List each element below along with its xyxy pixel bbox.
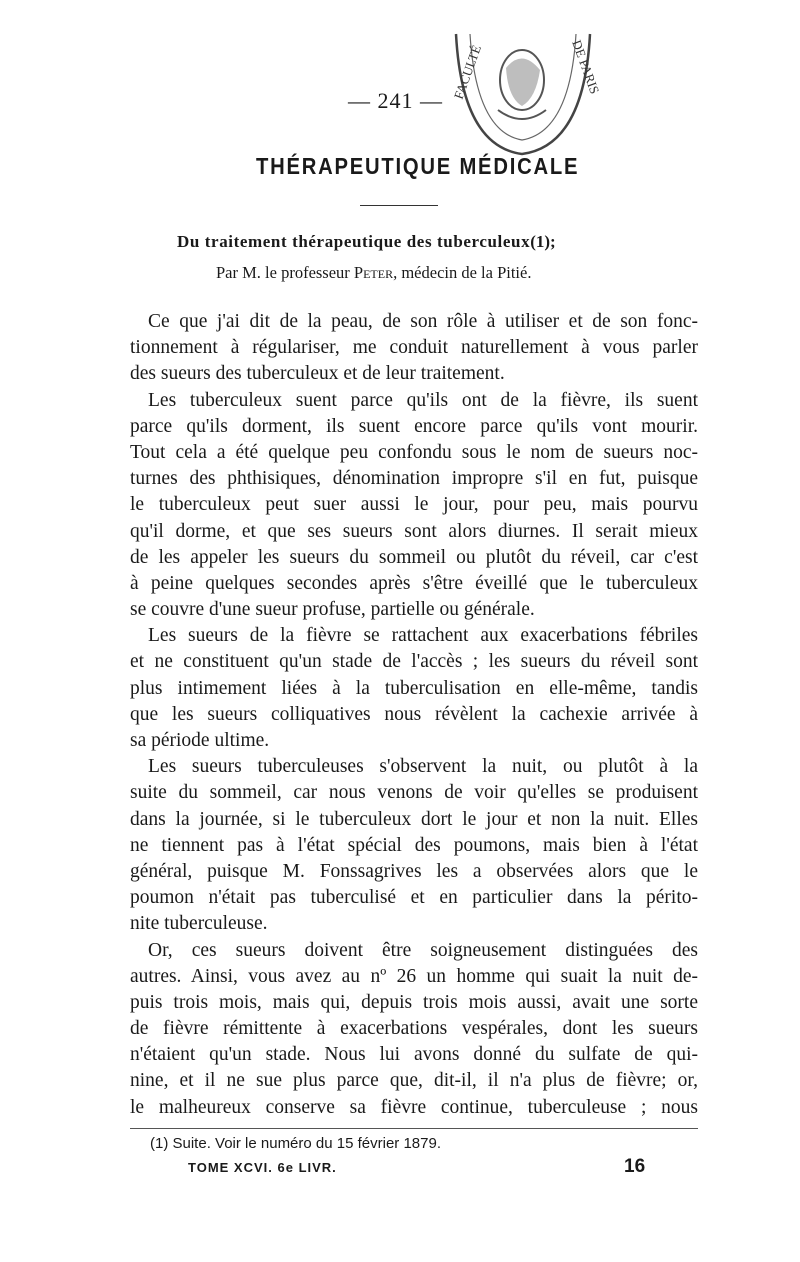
body-line: se couvre d'une sueur profuse, partielle ou générale. <box>130 599 535 621</box>
tome-signature: TOME XCVI. 6e LIVR. <box>188 1160 337 1175</box>
body-line: tionnement à régulariser, me conduit naturellement à vous parler <box>130 337 698 359</box>
body-line: poumon n'était pas tuberculisé et en particulier dans la périto- <box>130 887 698 909</box>
article-title-footnote-ref: (1); <box>530 232 556 251</box>
body-line: parce qu'ils dorment, ils suent encore parce qu'ils vont mourir. <box>130 415 698 437</box>
body-line: Or, ces sueurs doivent être soigneusement distinguées des <box>148 939 698 961</box>
body-line: nite tuberculeuse. <box>130 913 268 935</box>
body-line: que les sueurs colliquatives nous révèlent la cachexie arrivée à <box>130 703 698 725</box>
body-line: à peine quelques secondes après s'être éveillé que le tuberculeux <box>130 572 698 594</box>
byline-suffix: , médecin de la Pitié. <box>393 263 532 282</box>
body-line: Les sueurs de la fièvre se rattachent aux exacerbations fébriles <box>148 625 698 647</box>
body-line: nine, et il ne sue plus parce que, dit-il, il n'a plus de fièvre; or, <box>130 1070 698 1092</box>
article-title-main: Du traitement thérapeutique des tuberculeux <box>177 232 531 251</box>
byline-author: Peter <box>353 263 394 282</box>
body-line: général, puisque M. Fonssagrives les a observées alors que le <box>130 860 698 882</box>
footnote: (1) Suite. Voir le numéro du 15 février 1879. <box>150 1135 441 1152</box>
body-line: qu'il dorme, et que ses sueurs sont alors diurnes. Il serait mieux <box>130 520 698 542</box>
body-text <box>130 309 698 1121</box>
article-title <box>177 232 556 252</box>
svg-text:FACULTÉ: FACULTÉ <box>450 42 485 102</box>
body-line: de les appeler les sueurs du sommeil ou plutôt du réveil, car c'est <box>130 546 698 568</box>
body-line: Tout cela a été quelque peu confondu sous le nom de sueurs noc- <box>130 441 698 463</box>
body-line: ne tiennent pas à l'état spécial des poumons, mais bien à l'état <box>130 834 698 856</box>
signature-number: 16 <box>624 1156 646 1177</box>
body-line: Les sueurs tuberculeuses s'observent la nuit, ou plutôt à la <box>148 756 698 778</box>
body-line: des sueurs des tuberculeux et de leur traitement. <box>130 363 505 385</box>
title-divider <box>360 205 438 206</box>
body-line: puis trois mois, mais qui, depuis trois mois aussi, avait une sorte <box>130 991 698 1013</box>
body-line: Les tuberculeux suent parce qu'ils ont de la fièvre, ils suent <box>148 389 698 411</box>
body-line: n'étaient qu'un stade. Nous lui avons donné du sulfate de qui- <box>130 1044 698 1066</box>
body-line: suite du sommeil, car nous venons de voir qu'elles se produisent <box>130 782 698 804</box>
byline <box>216 263 531 283</box>
body-line: le tuberculeux peut suer aussi le jour, pour peu, mais pourvu <box>130 494 698 516</box>
library-stamp-icon <box>448 28 603 160</box>
svg-text:DE PARIS: DE PARIS <box>569 37 603 96</box>
body-line: et ne constituent qu'un stade de l'accès ; les sueurs du réveil sont <box>130 651 698 673</box>
body-line: autres. Ainsi, vous avez au nº 26 un homme qui suait la nuit de- <box>130 965 698 987</box>
body-line: sa période ultime. <box>130 730 270 751</box>
footnote-divider <box>130 1128 698 1129</box>
body-line: turnes des phthisiques, dénomination impropre s'il en fut, puisque <box>130 468 698 490</box>
page-number: — 241 — <box>348 88 443 113</box>
body-line: Ce que j'ai dit de la peau, de son rôle à utiliser et de son fonc- <box>148 311 698 332</box>
body-line: le malheureux conserve sa fièvre continue, tuberculeuse ; nous <box>130 1096 698 1118</box>
body-line: de fièvre rémittente à exacerbations vespérales, dont les sueurs <box>130 1018 698 1040</box>
section-title: THÉRAPEUTIQUE MÉDICALE <box>256 153 580 179</box>
byline-prefix: Par M. le professeur <box>216 263 354 282</box>
body-line: plus intimement liées à la tuberculisation en elle-même, tandis <box>130 677 698 699</box>
body-line: dans la journée, si le tuberculeux dort le jour et non la nuit. Elles <box>130 808 698 830</box>
